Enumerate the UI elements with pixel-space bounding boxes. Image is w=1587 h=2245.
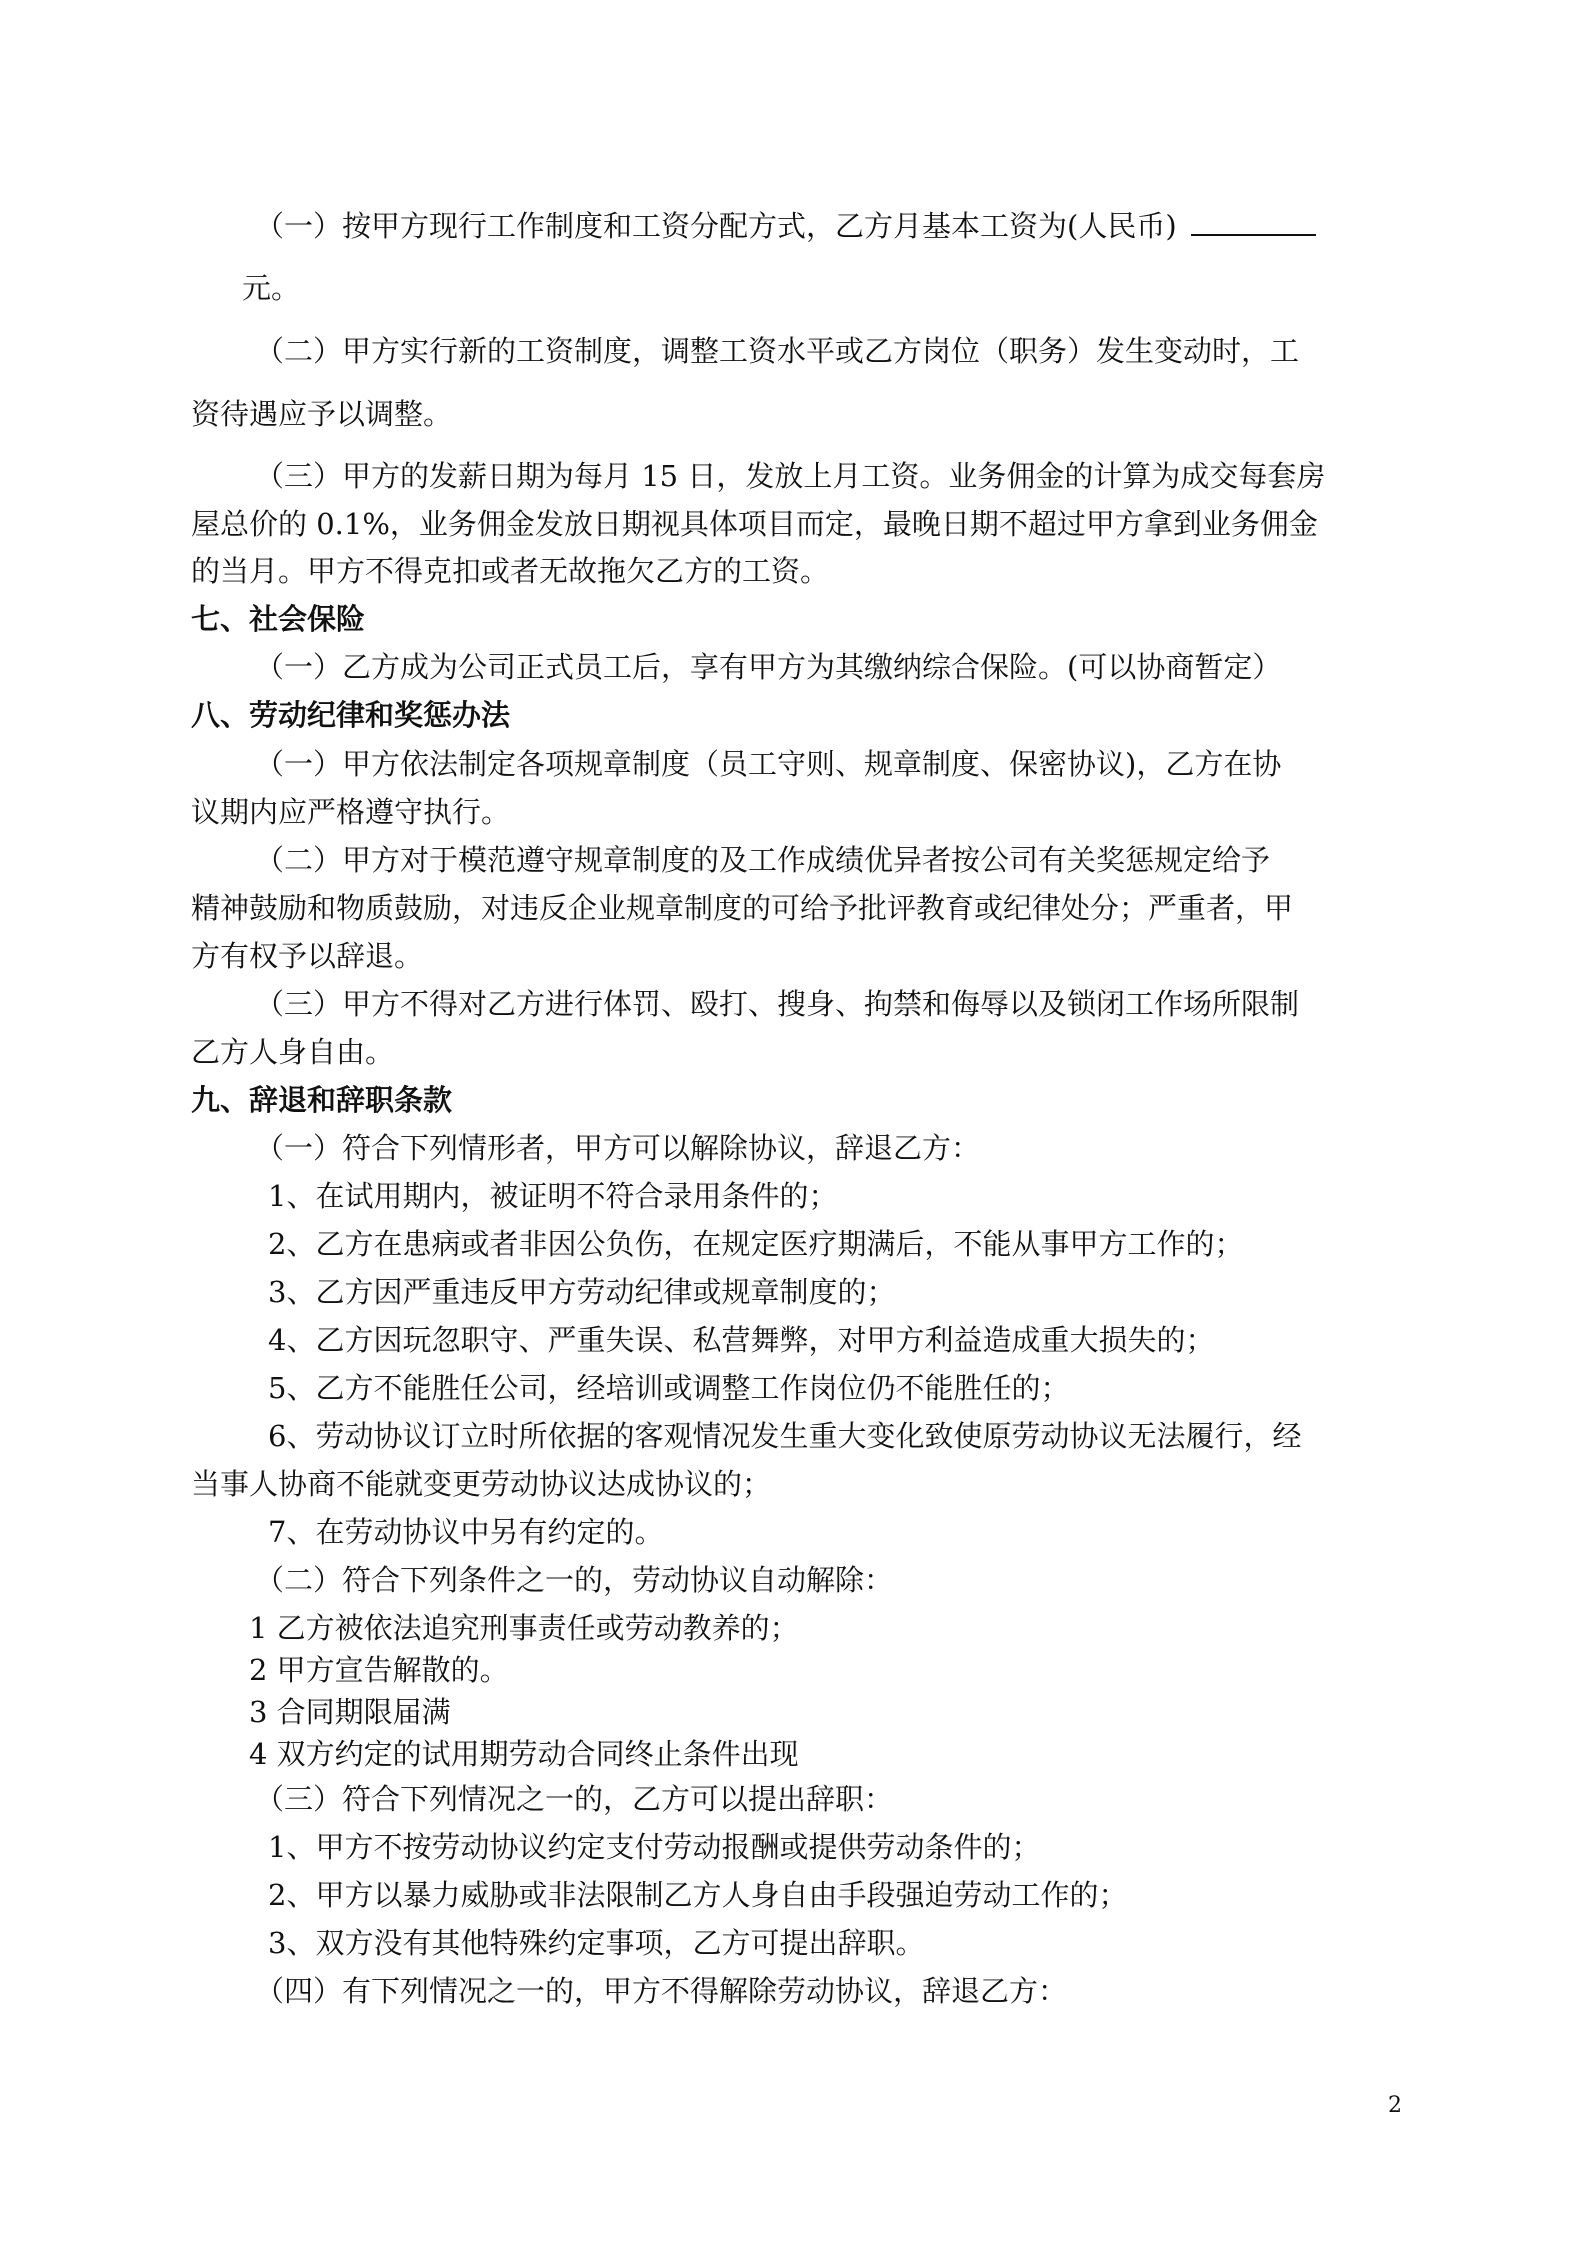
paragraph-line: （三）符合下列情况之一的，乙方可以提出辞职：: [255, 1782, 894, 1816]
paragraph-line: （三）甲方不得对乙方进行体罚、殴打、搜身、拘禁和侮辱以及锁闭工作场所限制: [255, 987, 1300, 1021]
paragraph-line: 方有权予以辞退。: [191, 939, 424, 973]
list-item: 3、双方没有其他特殊约定事项，乙方可提出辞职。: [268, 1926, 925, 1960]
paragraph-line: 议期内应严格遵守执行。: [191, 795, 511, 829]
paragraph-line: 的当月。甲方不得克扣或者无故拖欠乙方的工资。: [191, 554, 830, 588]
section-heading: 八、劳动纪律和奖惩办法: [191, 698, 511, 732]
list-item: 2、乙方在患病或者非因公负伤，在规定医疗期满后，不能从事甲方工作的；: [268, 1227, 1244, 1261]
list-item: 1、在试用期内，被证明不符合录用条件的；: [268, 1179, 838, 1213]
list-item: 3 合同期限届满: [249, 1695, 451, 1729]
paragraph-line: 乙方人身自由。: [191, 1035, 395, 1069]
list-item: 1 乙方被依法追究刑事责任或劳动教养的；: [249, 1611, 799, 1645]
paragraph-line: [255, 208, 1316, 244]
list-item: 2、甲方以暴力威胁或非法限制乙方人身自由手段强迫劳动工作的；: [268, 1878, 1128, 1912]
paragraph-line: （三）甲方的发薪日期为每月 15 日，发放上月工资。业务佣金的计算为成交每套房: [255, 459, 1326, 493]
paragraph-line: （二）符合下列条件之一的，劳动协议自动解除：: [255, 1563, 894, 1597]
list-item: 2 甲方宣告解散的。: [249, 1653, 509, 1687]
salary-blank: [1191, 212, 1316, 236]
paragraph-line: （一）甲方依法制定各项规章制度（员工守则、规章制度、保密协议)，乙方在协: [255, 747, 1282, 781]
paragraph-line: （二）甲方对于模范遵守规章制度的及工作成绩优异者按公司有关奖惩规定给予: [255, 843, 1271, 877]
paragraph-line: （一）符合下列情形者，甲方可以解除协议，辞退乙方：: [255, 1131, 981, 1165]
paragraph-line: （二）甲方实行新的工资制度，调整工资水平或乙方岗位（职务）发生变动时，工: [255, 334, 1300, 368]
list-item: 4、乙方因玩忽职守、严重失误、私营舞弊，对甲方利益造成重大损失的；: [268, 1323, 1215, 1357]
section-heading: 七、社会保险: [191, 602, 366, 636]
paragraph-line: 屋总价的 0.1%，业务佣金发放日期视具体项目而定，最晚日期不超过甲方拿到业务佣金: [191, 507, 1318, 541]
paragraph-line: （一）乙方成为公司正式员工后，享有甲方为其缴纳综合保险。(可以协商暂定）: [255, 650, 1282, 684]
paragraph-line: 精神鼓励和物质鼓励，对违反企业规章制度的可给予批评教育或纪律处分；严重者，甲: [191, 891, 1294, 925]
list-item: 当事人协商不能就变更劳动协议达成协议的；: [191, 1467, 772, 1501]
page-number: 2: [1388, 2093, 1402, 2118]
paragraph-line: （四）有下列情况之一的，甲方不得解除劳动协议，辞退乙方：: [255, 1974, 1068, 2008]
list-item: 5、乙方不能胜任公司，经培训或调整工作岗位仍不能胜任的；: [268, 1371, 1070, 1405]
salary-clause-text: （一）按甲方现行工作制度和工资分配方式，乙方月基本工资为(人民币): [255, 209, 1177, 243]
paragraph-line: 资待遇应予以调整。: [191, 397, 453, 431]
paragraph-line: 元。: [242, 271, 301, 305]
list-item: 3、乙方因严重违反甲方劳动纪律或规章制度的；: [268, 1275, 896, 1309]
section-heading: 九、辞退和辞职条款: [191, 1083, 453, 1117]
list-item: 4 双方约定的试用期劳动合同终止条件出现: [249, 1737, 799, 1771]
list-item: 7、在劳动协议中另有约定的。: [268, 1515, 664, 1549]
list-item: 6、劳动协议订立时所依据的客观情况发生重大变化致使原劳动协议无法履行，经: [268, 1419, 1302, 1453]
list-item: 1、甲方不按劳动协议约定支付劳动报酬或提供劳动条件的；: [268, 1830, 1041, 1864]
